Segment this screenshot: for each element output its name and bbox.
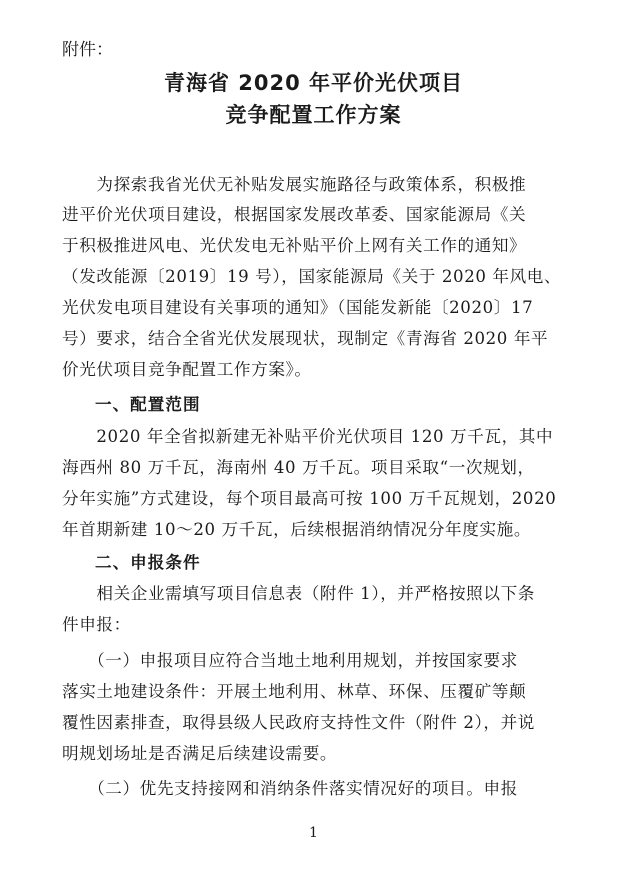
- conditions-line: 相关企业需填写项目信息表（附件 1），并严格按照以下条: [62, 584, 535, 603]
- conditions-line: 落实土地建设条件：开展土地利用、林草、环保、压覆矿等颠: [62, 682, 527, 701]
- conditions-line: 明规划场址是否满足后续建设需要。: [62, 744, 338, 763]
- conditions-line: （二）优先支持接网和消纳条件落实情况好的项目。申报: [62, 779, 518, 798]
- document-title-line-2: 竞争配置工作方案: [225, 103, 402, 127]
- intro-line: 进平价光伏项目建设，根据国家发展改革委、国家能源局《关: [62, 205, 527, 224]
- scope-line: 年首期新建 10～20 万千瓦，后续根据消纳情况分年度实施。: [62, 520, 532, 539]
- intro-line: 光伏发电项目建设有关事项的通知》（国能发新能〔2020〕17: [62, 298, 534, 317]
- intro-line: 价光伏项目竞争配置工作方案》。: [62, 360, 312, 379]
- scope-line: 2020 年全省拟新建无补贴平价光伏项目 120 万千瓦，其中: [62, 427, 554, 446]
- attachment-label: 附件：: [62, 40, 113, 60]
- intro-line: 于积极推进风电、光伏发电无补贴平价上网有关工作的通知》: [62, 236, 527, 255]
- document-title-line-1: 青海省 2020 年平价光伏项目: [163, 71, 464, 95]
- conditions-line: 覆性因素排查，取得县级人民政府支持性文件（附件 2），并说: [62, 713, 535, 732]
- intro-line: 为探索我省光伏无补贴发展实施路径与政策体系，积极推: [62, 175, 527, 194]
- section-heading-scope: 一、配置范围: [95, 395, 201, 414]
- intro-line: （发改能源〔2019〕19 号），国家能源局《关于 2020 年风电、: [62, 267, 562, 286]
- section-heading-conditions: 二、申报条件: [95, 553, 201, 572]
- conditions-line: 件申报：: [62, 615, 131, 634]
- scope-line: 海西州 80 万千瓦，海南州 40 万千瓦。项目采取“一次规划，: [62, 458, 535, 477]
- scope-line: 分年实施”方式建设，每个项目最高可按 100 万千瓦规划，2020: [62, 489, 557, 508]
- intro-line: 号）要求，结合全省光伏发展现状，现制定《青海省 2020 年平: [62, 329, 549, 348]
- conditions-line: （一）申报项目应符合当地土地利用规划，并按国家要求: [62, 651, 518, 670]
- page-number: 1: [309, 825, 318, 841]
